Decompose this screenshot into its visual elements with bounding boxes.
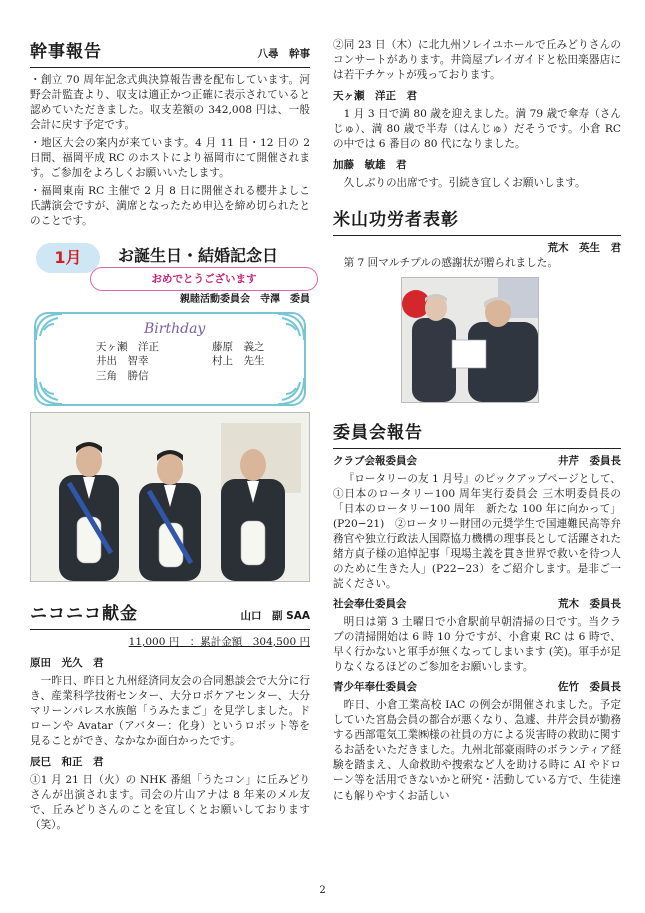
right-column [333,0,621,807]
donor-message: 1 月 3 日で満 80 歳を迎えました。満 79 歳で傘寿（さんじゅ）、満 80 歳で半寿（はんじゅ）だそうです。小倉 RC の中では 6 番目の 80 代になりました。 [333,108,621,151]
kanji-item: ・地区大会の案内が来ています。4 月 11 日・12 日の 2 日間、福岡平成 RC のホストにより福岡市にて開催されます。ご参加をよろしくお願いいたします。 [30,137,310,180]
committee-report-header [333,597,621,612]
flourish-icon [276,376,306,406]
donor-name: 加藤 敏雄 君 [333,159,407,172]
committee-person: 井芹 委員長 [558,455,621,468]
kanji-item: ・福岡東南 RC 主催で 2 月 8 日に開催される櫻井よしこ氏講演会ですが、満席となったため申込を締め切られたとのことです。 [30,185,310,228]
birthday-label: Birthday [144,320,206,337]
nikoniko-total: 11,000 円 ：累計金額 304,500 円 [128,635,310,648]
kanji-report-title: 幹事報告 [30,42,102,62]
birthday-byline: 親睦活動委員会 寺澤 委員 [180,294,310,306]
donor-message: ①1 月 21 日（火）の NHK 番組「うたコン」に丘みどりさんが出演されます。司会の片山アナは 8 年来のメル友で、丘みどりさんのことを宜しくとお願いしております（笑）。 [30,773,310,831]
donor-name: 原田 光久 君 [30,656,104,669]
donor-message-continued: ②同 23 日（木）に北九州ソレイユホールで丘みどりさんのコンサートがあります。井筒屋プレイガイドと松田楽器店には若干チケットが残っております。 [333,39,621,82]
committee-person: 荒木 委員長 [558,598,621,611]
left-column [30,0,310,836]
committee-name: 青少年奉仕委員会 [333,681,417,694]
congrats-banner: おめでとうございます [90,267,318,291]
birthday-title: お誕生日・結婚記念日 [118,246,279,266]
month-badge: 1月 [36,243,100,273]
yoneyama-title: 米山功労者表彰 [333,210,459,231]
committee-report-text: 『ロータリーの友 1 月号』のピックアップページとして、①日本のロータリー100 周年実行委員会 三木明委員長の「日本のロータリー100 周年 新たな 100 年に向かって」(P20−21) ②ロータリー財団の元奨学生で国連難民高等弁務官や独立行政法人国際協力機構の理事長として活躍された緒方貞子様の追悼記事「現場主義を貫き世界で救いを待つ人のために生きた人」(P22−23）をご紹介します。是非ご一読ください。 [333,473,621,591]
committee-person: 佐竹 委員長 [558,681,621,694]
page-number: 2 [319,885,326,896]
committee-report-text: 昨日、小倉工業高校 IAC の例会が開催されました。予定していた宮島会員の都合が悪くなり、急遽、井芹会員が勤務する西部電気工業㈱様の社員の方による災害時の救助に関するお話をいただきました。九州北部豪雨時のボランティア経験を踏まえ、人命救助や捜索など人を助ける時に AI やドローン等を活用できないかと研究・活動している方で、生徒達にも解りやすくお話しい [333,699,621,802]
donor-message: 一昨日、昨日と九州経済同友会の合同懇談会で大分に行き、産業科学技術センター、大分ロボケアセンター、大分マリーンパレス水族館「うみたまご」を見学しました。ドローンや Avatar（アバター：化身）というロボット等を見ることができ、なかなか面白かったです。 [30,674,310,747]
member-name: 藤原 義之 [212,340,265,353]
birthday-header [30,237,310,297]
birthday-names-right [212,340,265,369]
flourish-icon [34,376,64,406]
divider [30,629,310,630]
donor-message: 久しぶりの出席です。引続き宜しくお願いします。 [343,177,586,189]
member-name: 井出 智幸 [96,355,149,368]
kanji-item: ・創立 70 周年記念式典決算報告書を配布しています。河野会計監査より、収支は適正かつ正確に表示されていると認めていただきました。収支差額の 342,008 円は、一般会計に戻す予定です。 [30,74,310,132]
honor-text: 第 7 回マルチプルの感謝状が贈られました。 [343,257,558,270]
yoneyama-header [333,208,621,232]
award-photo-image [402,278,538,402]
flourish-icon [34,312,64,342]
divider [333,235,621,236]
honoree-name: 荒木 英生 君 [547,242,621,255]
committee-report-text: 明日は第 3 土曜日で小倉駅前早朝清掃の日です。当クラブの清掃開始は 6 時 10 分ですが、小倉東 RC は 6 時で、早く行かないと軍手が無くなってしまいます (笑)。軍手が足りなくなるほどのご参加をお願いします。 [333,616,621,674]
member-name: 三角 勝信 [96,369,149,382]
committee-name: クラブ会報委員会 [333,455,417,468]
committee-title: 委員会報告 [333,423,423,444]
committee-report-header [333,680,621,695]
committee-name: 社会奉仕委員会 [333,598,407,611]
birthday-frame [34,312,306,406]
divider [30,67,310,68]
committee-header [333,421,621,445]
nikoniko-header [30,602,310,626]
committee-report-header [333,454,621,469]
kanji-report-header [30,40,310,64]
group-photo-image [31,413,310,581]
nikoniko-author: 山口 副 SAA [240,609,310,622]
birthday-photo [30,412,310,582]
member-name: 天ヶ瀬 洋正 [96,340,159,353]
nikoniko-title: ニコニコ献金 [30,603,138,624]
donor-name: 辰巳 和正 君 [30,755,104,768]
birthday-names-left [96,340,159,383]
member-name: 村上 先生 [212,355,265,368]
kanji-report-author: 八尋 幹事 [257,48,310,60]
flourish-icon [276,312,306,342]
award-photo [401,277,539,403]
donor-name: 天ヶ瀬 洋正 君 [333,90,417,103]
divider [333,448,621,449]
